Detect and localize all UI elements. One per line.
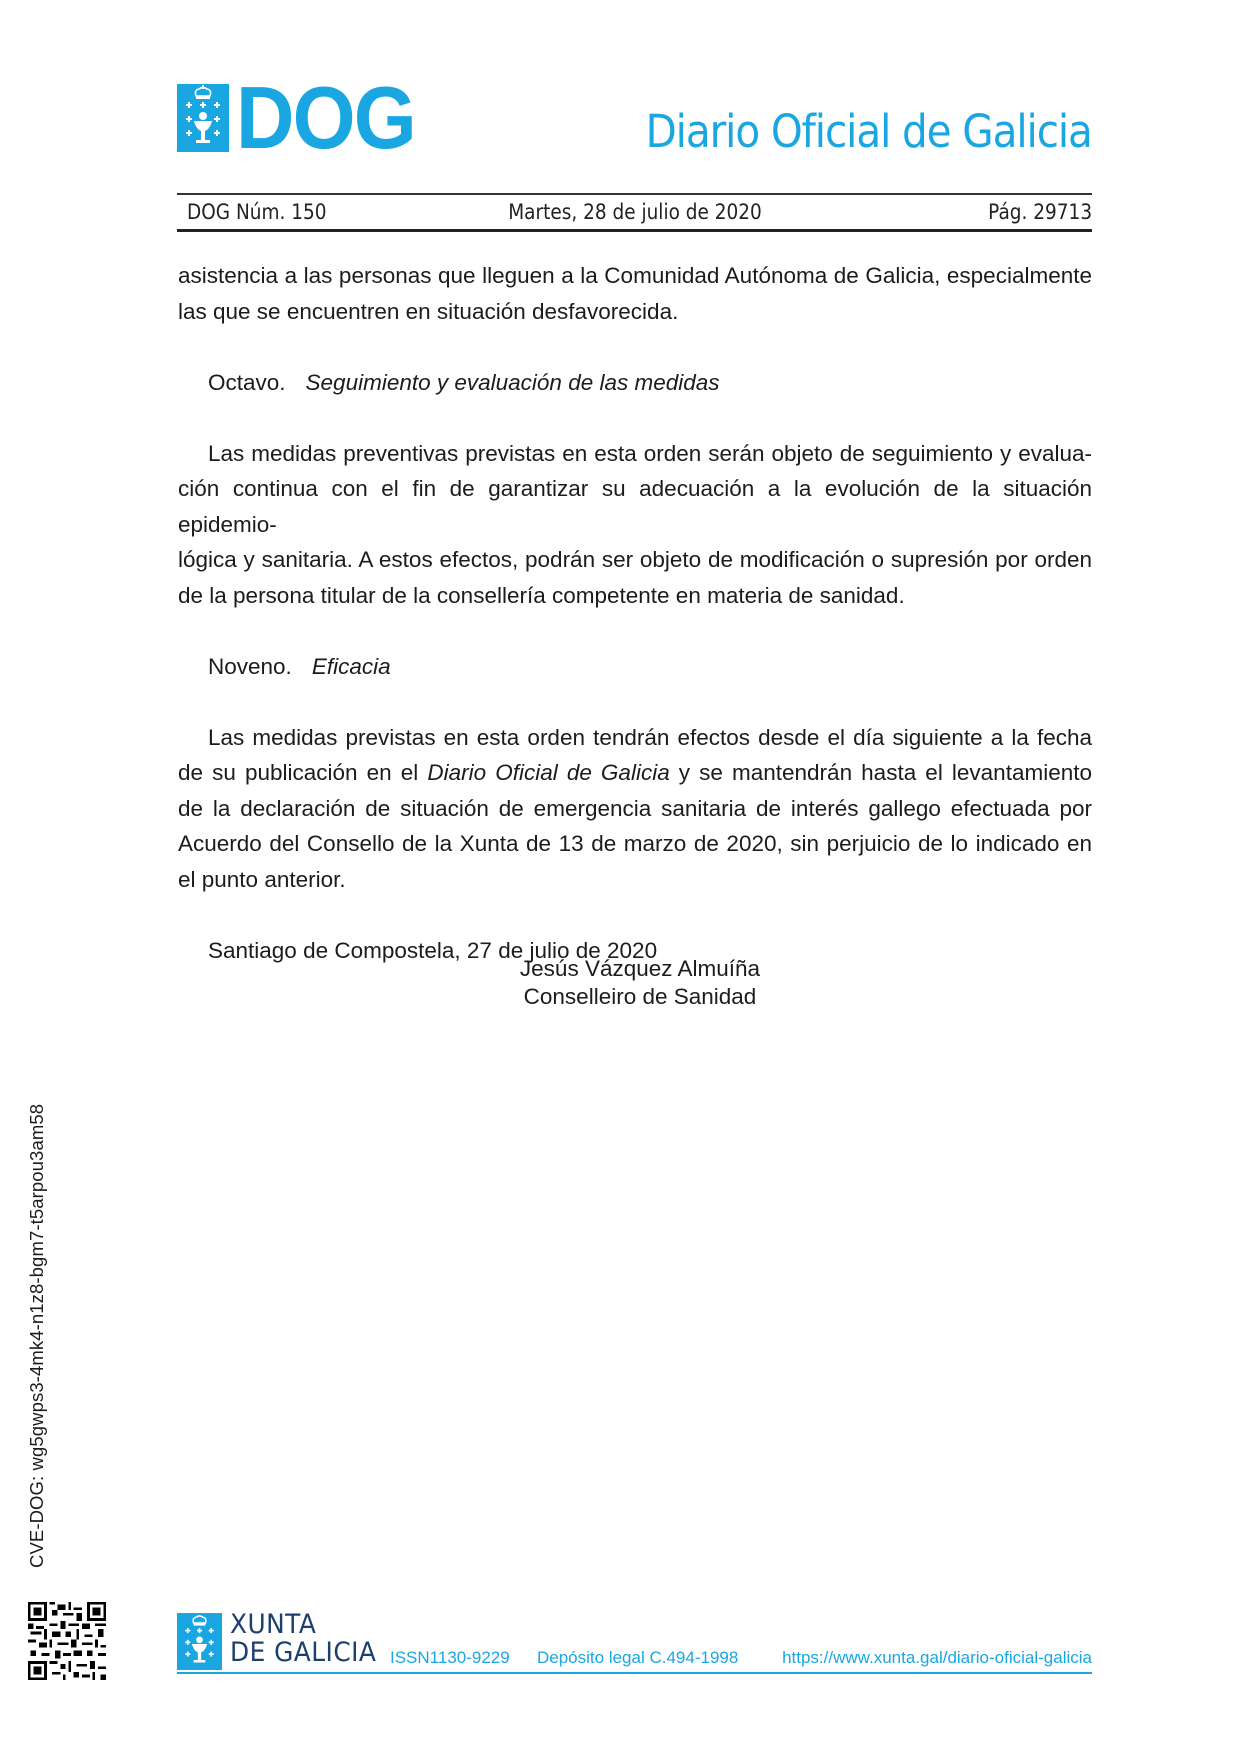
text-line: asistencia a las personas que lleguen a la Comunidad Autónoma de Galicia, especialmente (178, 263, 1092, 288)
wordmark-line: DE GALICIA (230, 1637, 377, 1668)
text-line: Las medidas preventivas previstas en esta orden serán objeto de seguimiento y evalua- (208, 440, 1092, 466)
publication-name: Diario Oficial de Galicia (427, 760, 670, 785)
footer-rule (177, 1672, 1092, 1674)
signature-block (440, 955, 840, 1011)
signer-name: Jesús Vázquez Almuíña (519, 956, 761, 981)
qr-code[interactable] (28, 1602, 106, 1680)
section-label: Noveno. (208, 653, 292, 679)
cve-code: CVE-DOG: wg5gwps3-4mk4-n1z8-bgm7-t5arpou3am58 (26, 1103, 47, 1568)
header-top-rule (177, 193, 1092, 195)
qr-code-icon (28, 1602, 106, 1680)
text-line (178, 755, 1092, 791)
section-title: Eficacia (311, 653, 391, 679)
deposito-legal: Depósito legal C.494-1998 (537, 1648, 739, 1667)
header-bottom-rule (177, 229, 1092, 232)
section-label: Octavo. (208, 369, 286, 395)
xunta-de-galicia-wordmark (230, 1611, 376, 1667)
issue-date: Martes, 28 de julio de 2020 (508, 200, 762, 224)
dog-logo-text: DOG (236, 68, 415, 167)
paragraph (178, 436, 1092, 614)
galicia-coat-of-arms-logo (177, 84, 229, 152)
section-heading-octavo (178, 365, 1092, 401)
section-heading-noveno (178, 649, 1092, 685)
text-line: el punto anterior. (178, 866, 346, 892)
text-line: Las medidas previstas en esta orden tendrán efectos desde el día siguiente a la fecha (208, 724, 1092, 750)
place-and-date: Santiago de Compostela, 27 de julio de 2020 (208, 937, 658, 963)
chalice-crosses-icon (177, 84, 229, 152)
text-line: lógica y sanitaria. A estos efectos, podrán ser objeto de modificación o supresión por orden (178, 547, 1092, 572)
footer-url-link[interactable]: https://www.xunta.gal/diario-oficial-galicia (782, 1648, 1092, 1667)
text-run: de su publicación en el (178, 760, 428, 785)
issue-number: DOG Núm. 150 (187, 200, 327, 224)
text-run: y se mantendrán hasta el levantamiento (669, 760, 1092, 785)
chalice-crosses-icon (177, 1613, 222, 1670)
wordmark-line: XUNTA (230, 1609, 317, 1640)
xunta-coat-of-arms-logo (177, 1613, 222, 1670)
signer-title: Conselleiro de Sanidad (523, 984, 757, 1009)
masthead-title: Diario Oficial de Galicia (645, 105, 1092, 158)
text-line: ción continua con el fin de garantizar su adecuación a la evolución de la situación epidemio- (178, 476, 1092, 537)
issn: ISSN1130-9229 (390, 1648, 510, 1667)
text-line: de la persona titular de la consellería competente en materia de sanidad. (178, 582, 905, 608)
text-line: las que se encuentren en situación desfavorecida. (178, 298, 679, 324)
section-title: Seguimiento y evaluación de las medidas (305, 369, 720, 395)
text-line: de la declaración de situación de emergencia sanitaria de interés gallego efectuada por (178, 795, 1092, 821)
text-line: Acuerdo del Consello de la Xunta de 13 de marzo de 2020, sin perjuicio de lo indicado en (178, 831, 1092, 856)
page-number: Pág. 29713 (988, 200, 1092, 224)
paragraph (178, 720, 1092, 898)
document-body (178, 258, 1092, 968)
paragraph (178, 258, 1092, 329)
